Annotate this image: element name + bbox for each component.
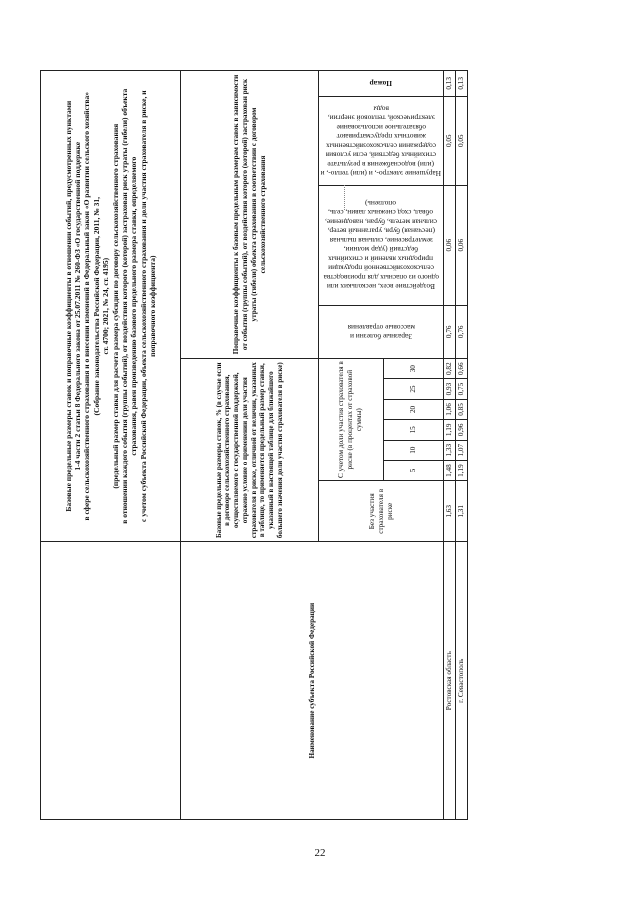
share-value: 5 [383, 460, 443, 480]
title-line: в отношении каждого события (группы событий), от воздействия которого (которой) застрахован риск утраты (гибели) объекта [119, 88, 129, 524]
rate-share: 1,48 [444, 460, 456, 480]
coeff-col-utilities-text: Нарушение электро-, и (или) тепло-, и (или) водоснабжения в результате стихийных бедствий, если условия содержания сельскохозяйственных животных предусматривают обязательное использование электрической, тепловой энергии, воды [320, 104, 442, 178]
share-value: 15 [383, 420, 443, 440]
coeff-value: 0,13 [444, 71, 456, 97]
share-value: 20 [383, 399, 443, 419]
coeff-col-natural [319, 185, 444, 305]
coeff-value: 0,06 [444, 185, 456, 305]
no-share-header: Без участия страхователя в риске [319, 481, 444, 542]
rate-share: 1,19 [456, 460, 468, 480]
title-line: страхования, равен произведению базового предельного размера ставки, определяемого [129, 156, 139, 456]
title-line: с учетом субъекта Российской Федерации, объекта сельскохозяйственного страхования и доли участия страхователя в риске, и [138, 90, 148, 522]
table-title [41, 71, 181, 542]
title-line: в сфере сельскохозяйственного страхования и о внесении изменений в Федеральный закон «О развитии сельского хозяйства» [82, 91, 92, 521]
title-line: (предельный размер ставки для расчета размера субсидии по договору сельскохозяйственного страхования [110, 123, 120, 489]
page-number: 22 [314, 847, 326, 859]
title-line: поправочного коэффициента) [148, 255, 157, 357]
coeff-col-disease-text: Заразные болезни и массовые отравления [347, 322, 415, 342]
scan-mark [344, 185, 346, 210]
share-value: 10 [383, 440, 443, 460]
region-name: Ростовская область [444, 542, 456, 820]
coeff-col-fire-text: Пожар [369, 78, 393, 88]
coefficients-header: Поправочные коэффициенты к базовым предельным размерам ставок в зависимости от события (группы событий), от воздействия которого (которой) застрахован риск утраты (гибели) объекта страхования в соответствии с договором сельскохозяйственного страхования [181, 71, 319, 359]
rate-share: 0,96 [456, 420, 468, 440]
title-line: (Собрание законодательства Российской Федерации, 2011, № 31, [91, 196, 101, 416]
rate-share: 0,75 [456, 379, 468, 399]
rotated-table-page [40, 70, 550, 820]
coeff-value: 0,05 [456, 96, 468, 185]
coeff-value: 0,76 [444, 305, 456, 358]
base-rates-header: Базовые предельные размеры ставок, % (в случае если в договоре сельскохозяйственного страхования, осуществляемого с государственной поддержкой, отражено условие о применении доли участия страхователя в риске, отличной от величин, указанных в таблице, то применяется предельный размер ставки, указанный в настоящей таблице для ближайшего большего значения доли участия страхователя в риске) [181, 359, 319, 542]
rate-share: 0,85 [456, 399, 468, 419]
table-row [456, 71, 468, 820]
rates-table [40, 70, 468, 820]
share-value: 25 [383, 379, 443, 399]
coeff-col-fire [319, 71, 444, 97]
coeff-value: 0,05 [444, 96, 456, 185]
header-blank-cell [41, 542, 181, 820]
rate-share: 1,19 [444, 420, 456, 440]
coeff-col-natural-text: Воздействие всех, нескольких или одного из опасных для производства сельскохозяйственной продукции природных явлений и стихийных бедствий (удар молнии, землетрясение, сильная пыльная (песчаная) буря, ураганный ветер, сильная метель, буран, наводнение, обвал, сход снежных лавин, сель, оползень) [323, 199, 439, 292]
region-name: г. Севастополь [456, 542, 468, 820]
region-column-header: Наименование субъекта Российской Федерации [181, 542, 444, 820]
rate-no-share: 1,63 [444, 481, 456, 542]
rate-share: 1,33 [444, 440, 456, 460]
title-line: Базовые предельные размеры ставок и поправочные коэффициенты в отношении событий, предусмотренных пунктами [63, 100, 73, 512]
table-title-lines [64, 73, 158, 539]
share-value: 30 [383, 359, 443, 379]
rate-share: 1,06 [444, 399, 456, 419]
with-share-header: С учетом доли участия страхователя в риске (в процентах от страховой суммы) [319, 359, 384, 481]
coeff-value: 0,06 [456, 185, 468, 305]
coeff-value: 0,13 [456, 71, 468, 97]
rate-share: 0,93 [444, 379, 456, 399]
rate-share: 1,07 [456, 440, 468, 460]
rate-share: 0,82 [444, 359, 456, 379]
table-row [444, 71, 456, 820]
title-line: 1-4 части 2 статьи 8 Федерального закона от 25.07.2011 № 260-ФЗ «О государственной поддержке [73, 141, 82, 471]
rate-no-share: 1,31 [456, 481, 468, 542]
coeff-col-utilities [319, 96, 444, 185]
rate-share: 0,66 [456, 359, 468, 379]
title-line: ст. 4700; 2021, № 24, ст. 4195) [101, 257, 111, 355]
coeff-value: 0,76 [456, 305, 468, 358]
coeff-col-disease [319, 305, 444, 358]
